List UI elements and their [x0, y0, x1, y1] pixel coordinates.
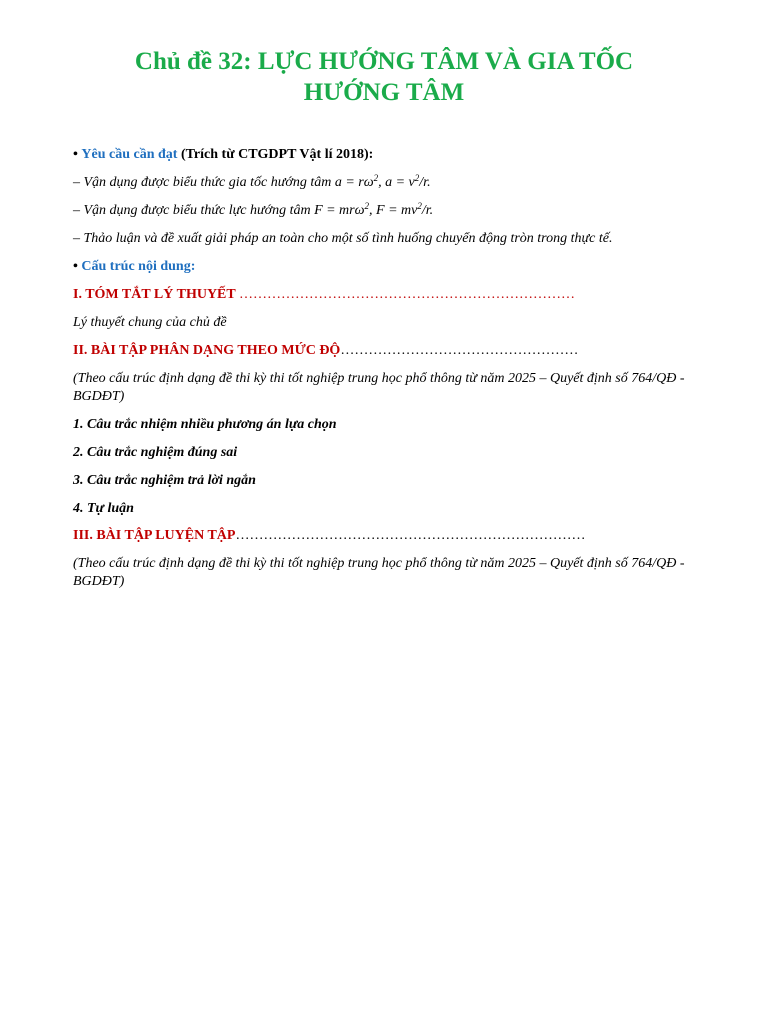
requirement-item-1: [73, 174, 703, 192]
requirement-item-2: [73, 202, 703, 220]
requirement-2-suffix: /r.: [421, 203, 434, 218]
section-1-dots: ………………………………………………………………: [238, 287, 575, 302]
requirement-1-sup2: 2: [414, 173, 420, 183]
requirements-heading-line: [73, 146, 703, 164]
section-2-item-2: 2. Câu trắc nghiệm đúng sai: [73, 445, 238, 460]
bullet: •: [73, 259, 78, 274]
document-title: [60, 46, 708, 108]
section-2-heading-line: [73, 342, 703, 360]
section-2-item-4: 4. Tự luận: [73, 501, 134, 516]
section-2-item-3: 3. Câu trắc nghiệm trả lời ngắn: [73, 473, 256, 488]
requirement-1-middle: , a = v: [378, 175, 415, 190]
requirement-2-prefix: – Vận dụng được biểu thức lực hướng tâm F = mrω: [73, 203, 365, 218]
section-3-dots: …………………………………………………………………: [235, 528, 586, 543]
title-line-1: Chủ đề 32: LỰC HƯỚNG TÂM VÀ GIA TỐC: [134, 48, 634, 75]
section-1-heading-line: [73, 286, 703, 304]
requirement-1-suffix: /r.: [419, 175, 431, 190]
section-2-note: (Theo cấu trúc định dạng đề thi kỳ thi tốt nghiệp trung học phổ thông từ năm 2025 – Quyết định số 764/QĐ - BGDĐT): [73, 371, 685, 404]
requirement-2-middle: , F = mv: [369, 203, 418, 218]
section-3-heading-line: [73, 527, 703, 545]
title-line-2: HƯỚNG TÂM: [303, 79, 465, 106]
section-3-note: (Theo cấu trúc định dạng đề thi kỳ thi tốt nghiệp trung học phổ thông từ năm 2025 – Quyết định số 764/QĐ - BGDĐT): [73, 556, 685, 589]
section-3-heading: III. BÀI TẬP LUYỆN TẬP: [73, 528, 236, 543]
structure-heading-line: [73, 258, 703, 276]
requirement-1-sup1: 2: [373, 173, 379, 183]
section-2-heading: II. BÀI TẬP PHÂN DẠNG THEO MỨC ĐỘ: [73, 343, 341, 358]
section-1-subtitle: Lý thuyết chung của chủ đề: [73, 315, 227, 330]
requirement-1-prefix: – Vận dụng được biểu thức gia tốc hướng tâm a = rω: [73, 175, 374, 190]
requirements-heading: Yêu cầu cần đạt: [81, 147, 178, 162]
requirements-source: (Trích từ CTGDPT Vật lí 2018):: [180, 147, 374, 162]
requirement-item-3: – Thảo luận và đề xuất giải pháp an toàn cho một số tình huống chuyển động tròn trong thực tế.: [73, 231, 613, 246]
section-2-item-1: 1. Câu trắc nhiệm nhiều phương án lựa chọn: [73, 417, 337, 432]
section-2-dots: ……………………………………………: [340, 343, 579, 358]
requirement-2-sup1: 2: [364, 201, 370, 211]
requirement-2-sup2: 2: [417, 201, 422, 211]
section-1-heading: I. TÓM TẮT LÝ THUYẾT: [73, 287, 239, 302]
structure-heading: Cấu trúc nội dung:: [81, 259, 196, 274]
bullet: •: [73, 147, 78, 162]
